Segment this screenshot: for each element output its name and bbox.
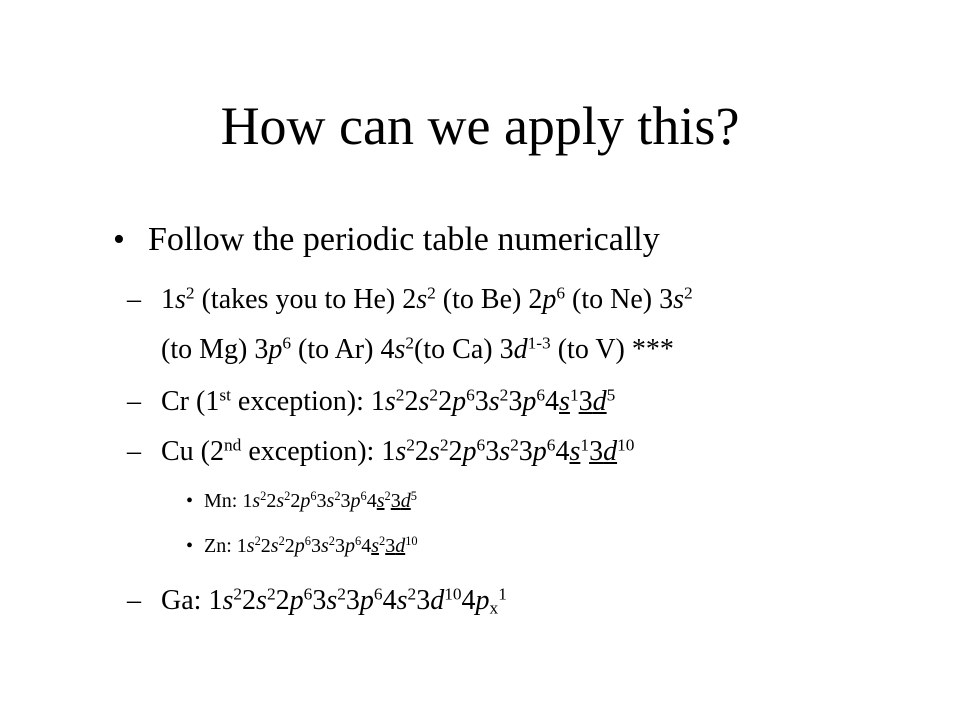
exponent: 1: [569, 385, 579, 405]
cu-configuration: [161, 435, 634, 469]
orbital-underlined: d: [400, 490, 411, 512]
shell: 2: [284, 535, 295, 557]
shell: 3: [345, 585, 360, 616]
exponent: 6: [556, 283, 566, 303]
exponent: 6: [466, 385, 475, 405]
shell: 2: [404, 386, 419, 417]
exponent: 2: [185, 283, 195, 303]
exponent: 2: [328, 534, 335, 549]
shell: 4: [461, 585, 476, 616]
mn-configuration: [204, 489, 417, 513]
orbital: p: [289, 585, 304, 616]
shell-underlined: 3: [578, 386, 593, 417]
orbital: s: [394, 334, 406, 365]
orbital-underlined: s: [569, 436, 581, 467]
exponent: 2: [499, 385, 509, 405]
text: (takes you to He) 2: [194, 284, 417, 315]
orbital: s: [673, 284, 684, 315]
orbital-underlined: s: [559, 386, 570, 417]
exponent: 6: [304, 534, 311, 549]
shell: 4: [545, 386, 560, 417]
exponent: 2: [284, 489, 291, 504]
exponent: 2: [429, 385, 439, 405]
text: (to Mg) 3: [161, 334, 269, 365]
shell-underlined: 3: [589, 436, 604, 467]
shell: 3: [340, 490, 351, 512]
exponent: 10: [444, 584, 462, 604]
orbital: p: [522, 386, 537, 417]
shell: 4: [382, 585, 397, 616]
exponent: 2: [395, 385, 405, 405]
shell: 2: [266, 490, 277, 512]
orbital: p: [452, 386, 467, 417]
text: 1: [161, 284, 175, 315]
shell: 2: [242, 585, 257, 616]
orbital-underlined: s: [371, 535, 379, 557]
exponent: 1: [580, 435, 590, 455]
shell: 4: [361, 535, 372, 557]
shell: 2: [260, 535, 271, 557]
shell: 1: [208, 585, 223, 616]
exponent: 2: [378, 534, 386, 549]
cu-dash: –: [127, 436, 141, 467]
exponent: 6: [303, 584, 313, 604]
orbital: s: [256, 585, 267, 616]
exponent: 10: [617, 435, 635, 455]
shell: 2: [448, 436, 463, 467]
shell: 3: [312, 585, 327, 616]
orbital: p: [344, 535, 355, 557]
exponent: 6: [310, 489, 317, 504]
ga-dash: –: [127, 585, 141, 616]
exponent: 2: [337, 584, 346, 604]
orbital: s: [499, 436, 511, 467]
orbital: s: [276, 490, 285, 512]
orbital: s: [175, 284, 186, 315]
exponent: 5: [606, 385, 616, 405]
exponent: 2: [384, 489, 391, 504]
orbital: s: [396, 585, 408, 616]
orbital: s: [270, 535, 279, 557]
shell: 3: [485, 436, 500, 467]
shell: 3: [316, 490, 327, 512]
orbital: d: [430, 585, 445, 616]
text: exception):: [241, 436, 382, 467]
orbital-underlined: d: [603, 436, 618, 467]
exponent: 2: [427, 283, 436, 303]
text: (to V) ***: [550, 334, 674, 365]
exponent: 2: [334, 489, 341, 504]
text: Ga:: [161, 585, 209, 616]
shell: 3: [310, 535, 321, 557]
slide-title: How can we apply this?: [220, 96, 740, 156]
orbital: s: [326, 585, 338, 616]
exponent: 6: [354, 534, 362, 549]
text: Mn:: [204, 490, 243, 512]
exponent: 1: [498, 584, 507, 604]
orbital-underlined: d: [395, 535, 406, 557]
fill-order-dash: –: [127, 284, 141, 315]
orbital: s: [320, 535, 329, 557]
orbital-underlined: s: [376, 490, 385, 512]
exponent: 6: [373, 584, 383, 604]
exponent: 6: [536, 385, 546, 405]
orbital-underlined: d: [592, 386, 607, 417]
orbital: s: [428, 436, 440, 467]
text: Cr (1: [161, 386, 220, 417]
text: (to Ca) 3: [414, 334, 514, 365]
orbital: p: [542, 284, 557, 315]
ordinal: nd: [224, 435, 242, 455]
orbital: s: [416, 284, 428, 315]
fill-order-line-1: [161, 283, 693, 317]
exponent: 2: [260, 489, 267, 504]
orbital: s: [418, 386, 430, 417]
shell: 3: [416, 585, 431, 616]
orbital: s: [252, 490, 261, 512]
exponent: 2: [407, 584, 417, 604]
fill-order-line-2: [161, 333, 674, 367]
shell: 1: [236, 535, 247, 557]
shell: 4: [366, 490, 377, 512]
shell-underlined: 3: [390, 490, 401, 512]
shell: 3: [334, 535, 345, 557]
shell: 2: [275, 585, 290, 616]
exponent: 2: [405, 333, 415, 353]
orbital: p: [350, 490, 361, 512]
exponent: 2: [439, 435, 449, 455]
orbital: p: [359, 585, 374, 616]
exponent: 2: [254, 534, 261, 549]
exponent: 2: [233, 584, 243, 604]
shell: 3: [518, 436, 533, 467]
shell-underlined: 3: [385, 535, 396, 557]
text: (to Be) 2: [435, 284, 543, 315]
shell: 1: [370, 386, 385, 417]
level1-bullet: •: [113, 221, 125, 258]
orbital: s: [326, 490, 335, 512]
orbital: p: [462, 436, 477, 467]
orbital: p: [475, 585, 490, 616]
orbital: s: [488, 386, 500, 417]
exponent: 6: [546, 435, 556, 455]
text: Zn:: [204, 535, 237, 557]
zn-configuration: [204, 534, 418, 558]
exponent: 2: [510, 435, 519, 455]
orbital: s: [395, 436, 407, 467]
orbital: p: [532, 436, 547, 467]
exponent: 2: [278, 534, 285, 549]
orbital: s: [222, 585, 234, 616]
orbital: p: [300, 490, 311, 512]
exponent: 1-3: [527, 333, 551, 353]
cr-configuration: [161, 385, 615, 419]
exponent: 2: [684, 283, 693, 303]
shell: 2: [438, 386, 453, 417]
exponent: 2: [266, 584, 276, 604]
shell: 4: [555, 436, 570, 467]
text: Cu (2: [161, 436, 224, 467]
zn-bullet: •: [186, 535, 194, 557]
text: (to Ne) 3: [565, 284, 674, 315]
orbital: d: [513, 334, 528, 365]
cr-dash: –: [127, 386, 141, 417]
ga-configuration: [161, 584, 507, 618]
orbital: s: [384, 386, 396, 417]
shell: 1: [381, 436, 396, 467]
exponent: 6: [476, 435, 486, 455]
orbital-subscript: x: [489, 598, 499, 618]
exponent: 2: [406, 435, 415, 455]
shell: 2: [414, 436, 429, 467]
exponent: 5: [410, 489, 417, 504]
exponent: 10: [405, 534, 418, 549]
orbital: p: [294, 535, 305, 557]
shell: 3: [508, 386, 523, 417]
mn-bullet: •: [186, 490, 194, 512]
shell: 2: [290, 490, 301, 512]
text: (to Ar) 4: [291, 334, 395, 365]
level1-text: Follow the periodic table numerically: [148, 221, 660, 258]
shell: 1: [242, 490, 253, 512]
orbital: p: [268, 334, 283, 365]
exponent: 6: [282, 333, 292, 353]
orbital: s: [246, 535, 255, 557]
shell: 3: [474, 386, 489, 417]
ordinal: st: [219, 385, 231, 405]
exponent: 6: [360, 489, 367, 504]
text: exception):: [230, 386, 371, 417]
